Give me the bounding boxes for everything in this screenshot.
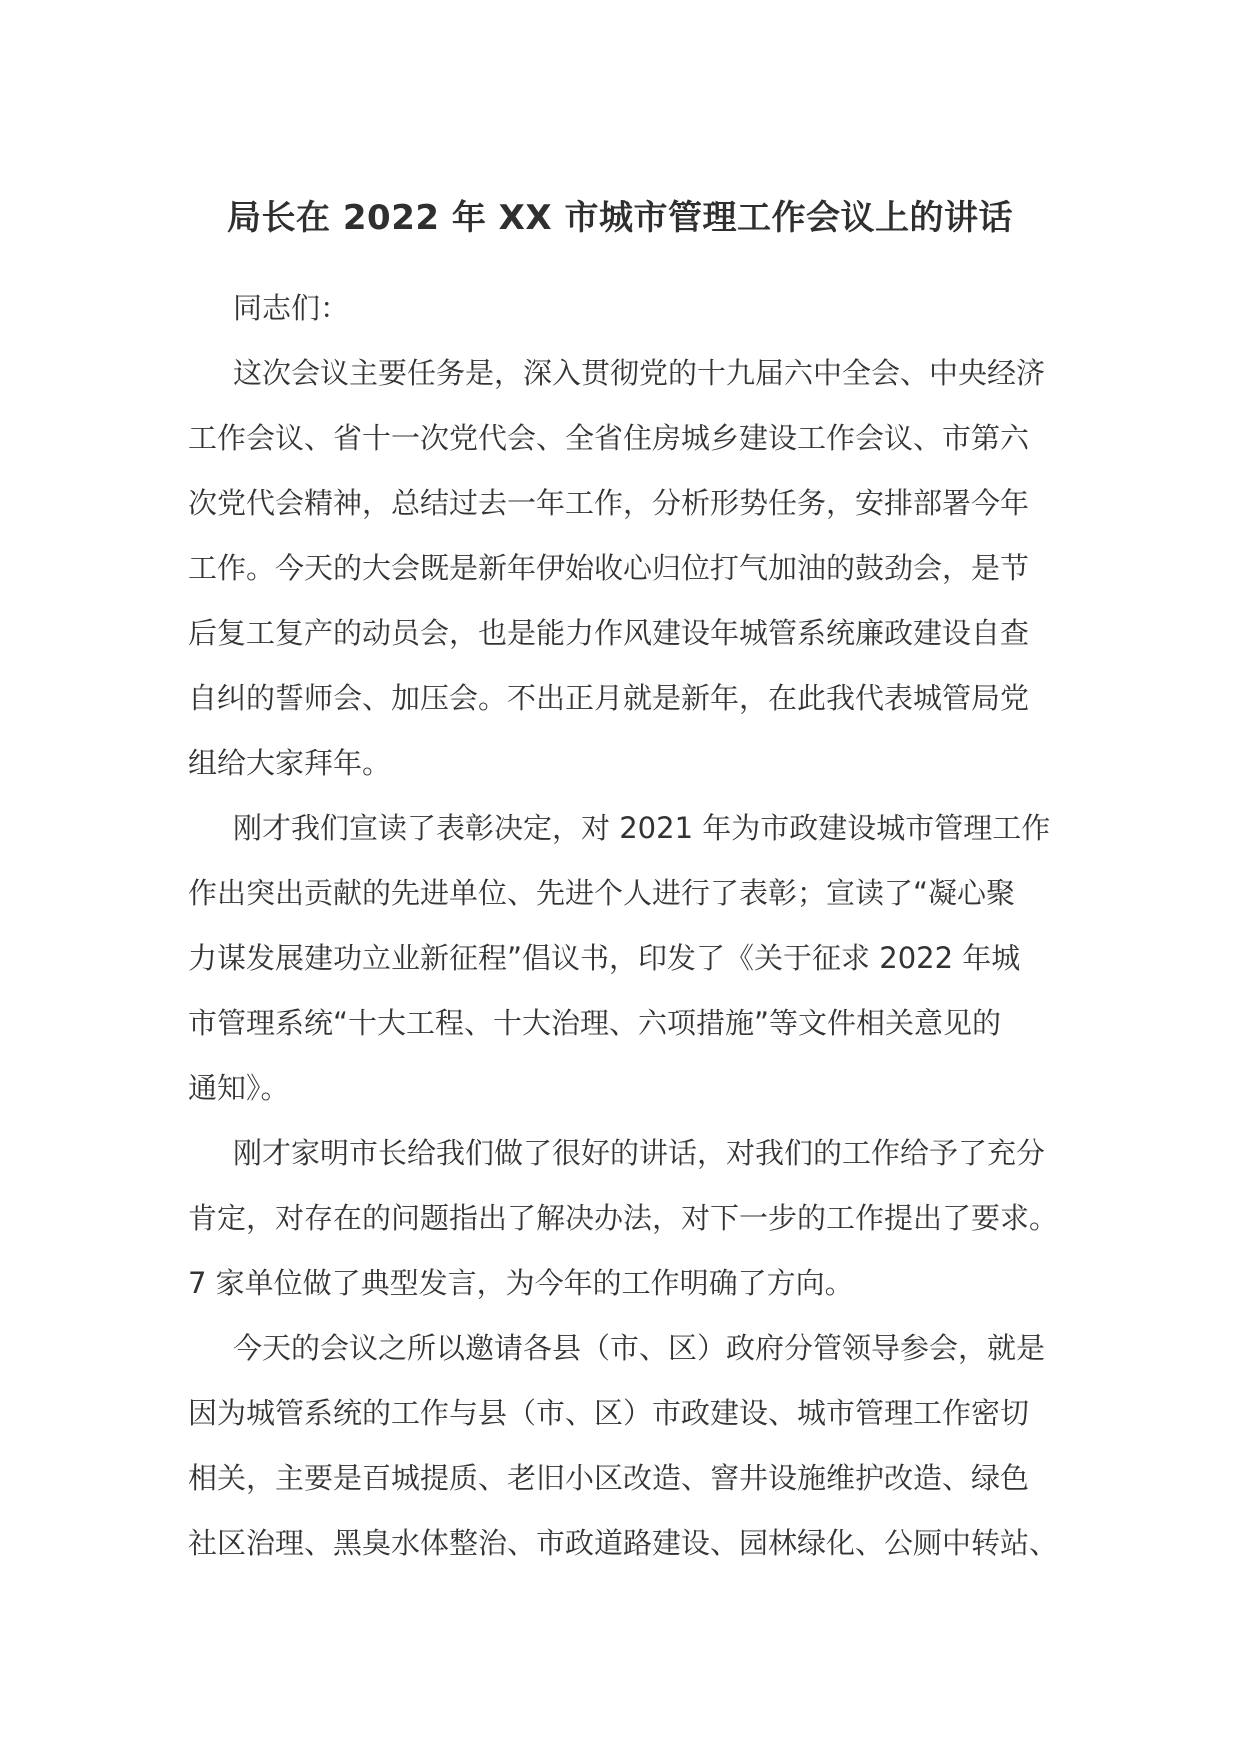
salutation: 同志们： bbox=[233, 291, 350, 325]
paragraph-line: 力谋发展建功立业新征程”倡议书，印发了《关于征求 2022 年城 bbox=[188, 941, 1021, 975]
paragraph-line: 因为城管系统的工作与县（市、区）市政建设、城市管理工作密切 bbox=[188, 1396, 1030, 1430]
paragraph-3 bbox=[188, 1121, 1058, 1316]
document-body bbox=[188, 276, 1058, 1576]
paragraph-line: 社区治理、黑臭水体整治、市政道路建设、园林绿化、公厕中转站、 bbox=[188, 1526, 1059, 1560]
paragraph-line: 刚才家明市长给我们做了很好的讲话，对我们的工作给予了充分 bbox=[233, 1136, 1046, 1170]
paragraph-1 bbox=[188, 341, 1058, 796]
paragraph-line: 通知》。 bbox=[188, 1071, 290, 1105]
paragraph-line: 组给大家拜年。 bbox=[188, 746, 392, 780]
paragraph-line: 作出突出贡献的先进单位、先进个人进行了表彰；宣读了“凝心聚 bbox=[188, 876, 1016, 910]
paragraph-line: 自纠的誓师会、加压会。不出正月就是新年，在此我代表城管局党 bbox=[188, 681, 1030, 715]
paragraph-line: 市管理系统“十大工程、十大治理、六项措施”等文件相关意见的 bbox=[188, 1006, 1002, 1040]
paragraph-line: 次党代会精神，总结过去一年工作，分析形势任务，安排部署今年 bbox=[188, 486, 1030, 520]
paragraph-line: 后复工复产的动员会，也是能力作风建设年城管系统廉政建设自查 bbox=[188, 616, 1030, 650]
paragraph-line: 肯定，对存在的问题指出了解决办法，对下一步的工作提出了要求。 bbox=[188, 1201, 1059, 1235]
paragraph-line: 工作。今天的大会既是新年伊始收心归位打气加油的鼓劲会，是节 bbox=[188, 551, 1030, 585]
paragraph-line: 7 家单位做了典型发言，为今年的工作明确了方向。 bbox=[188, 1266, 854, 1300]
paragraph-line: 相关，主要是百城提质、老旧小区改造、窨井设施维护改造、绿色 bbox=[188, 1461, 1030, 1495]
paragraph-line: 这次会议主要任务是，深入贯彻党的十九届六中全会、中央经济 bbox=[233, 356, 1046, 390]
paragraph-line: 今天的会议之所以邀请各县（市、区）政府分管领导参会，就是 bbox=[233, 1331, 1046, 1365]
paragraph-2 bbox=[188, 796, 1058, 1121]
paragraph-4 bbox=[188, 1316, 1058, 1576]
paragraph-line: 刚才我们宣读了表彰决定，对 2021 年为市政建设城市管理工作 bbox=[233, 811, 1051, 845]
paragraph-line: 工作会议、省十一次党代会、全省住房城乡建设工作会议、市第六 bbox=[188, 421, 1030, 455]
document-title: 局长在 2022 年 XX 市城市管理工作会议上的讲话 bbox=[227, 198, 1013, 238]
